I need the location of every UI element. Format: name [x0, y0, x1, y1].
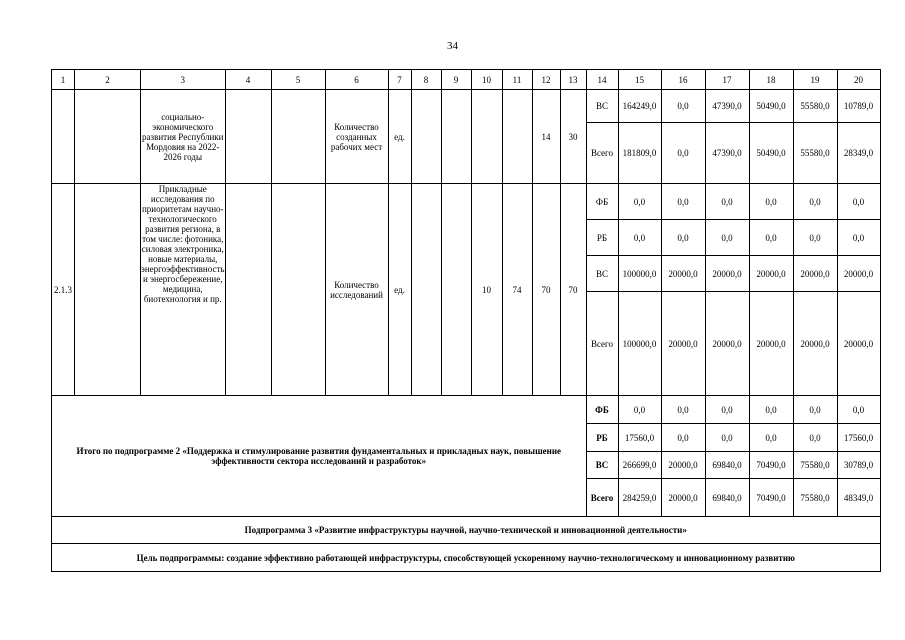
header-cell: 10 — [471, 70, 502, 90]
header-cell: 9 — [441, 70, 471, 90]
amount-cell: 0,0 — [705, 396, 749, 424]
empty-cell — [502, 90, 532, 184]
amount-cell: 69840,0 — [705, 452, 749, 479]
amount-cell: 20000,0 — [837, 256, 880, 292]
amount-cell: 0,0 — [618, 184, 661, 220]
amount-cell: 0,0 — [661, 123, 705, 184]
amount-cell: 47390,0 — [705, 123, 749, 184]
amount-cell: 75580,0 — [793, 479, 837, 517]
amount-cell: 0,0 — [837, 396, 880, 424]
amount-cell: 0,0 — [793, 396, 837, 424]
amount-cell: 20000,0 — [837, 292, 880, 396]
amount-cell: 20000,0 — [793, 292, 837, 396]
amount-cell: 70490,0 — [749, 479, 793, 517]
indicator-value: 70 — [532, 184, 560, 396]
amount-cell: 0,0 — [749, 424, 793, 452]
amount-cell: 17560,0 — [837, 424, 880, 452]
amount-cell: 100000,0 — [618, 292, 661, 396]
amount-cell: 20000,0 — [705, 256, 749, 292]
indicator-value: 14 — [532, 90, 560, 184]
subprogram-3-title: Подпрограмма 3 «Развитие инфраструктуры научной, научно-технической и инновационной деятельности» — [52, 517, 881, 544]
empty-cell — [225, 184, 271, 396]
funding-source: Всего — [586, 479, 618, 517]
amount-cell: 0,0 — [793, 424, 837, 452]
funding-source: ВС — [586, 90, 618, 123]
amount-cell: 0,0 — [661, 424, 705, 452]
amount-cell: 0,0 — [661, 90, 705, 123]
header-cell: 14 — [586, 70, 618, 90]
amount-cell: 0,0 — [705, 424, 749, 452]
indicator-value: 30 — [560, 90, 586, 184]
header-cell: 8 — [411, 70, 441, 90]
header-cell: 11 — [502, 70, 532, 90]
indicator-name: Количество созданных рабочих мест — [325, 90, 388, 184]
funding-source: ФБ — [586, 396, 618, 424]
budget-table — [51, 69, 881, 572]
amount-cell: 0,0 — [749, 220, 793, 256]
funding-source: Всего — [586, 123, 618, 184]
indicator-value: 74 — [502, 184, 532, 396]
empty-cell — [411, 90, 441, 184]
table-row — [52, 90, 881, 123]
empty-cell — [441, 184, 471, 396]
subprogram-title-row — [52, 517, 881, 544]
amount-cell: 20000,0 — [705, 292, 749, 396]
amount-cell: 0,0 — [618, 396, 661, 424]
column-number-row — [52, 70, 881, 90]
header-cell: 19 — [793, 70, 837, 90]
header-cell: 17 — [705, 70, 749, 90]
amount-cell: 47390,0 — [705, 90, 749, 123]
amount-cell: 284259,0 — [618, 479, 661, 517]
header-cell: 16 — [661, 70, 705, 90]
empty-cell — [75, 90, 141, 184]
indicator-value: 70 — [560, 184, 586, 396]
measure-description: социально-экономического развития Республики Мордовия на 2022-2026 годы — [141, 90, 226, 184]
amount-cell: 0,0 — [749, 184, 793, 220]
empty-cell — [271, 90, 325, 184]
amount-cell: 55580,0 — [793, 123, 837, 184]
amount-cell: 20000,0 — [661, 292, 705, 396]
amount-cell: 75580,0 — [793, 452, 837, 479]
funding-source: ВС — [586, 256, 618, 292]
amount-cell: 0,0 — [618, 220, 661, 256]
empty-cell — [411, 184, 441, 396]
amount-cell: 0,0 — [793, 184, 837, 220]
amount-cell: 48349,0 — [837, 479, 880, 517]
amount-cell: 28349,0 — [837, 123, 880, 184]
subprogram-goal: Цель подпрограммы: создание эффективно работающей инфраструктуры, способствующей ускоренному научно-технологическому и инновационному развитию — [52, 544, 881, 572]
header-cell: 3 — [141, 70, 226, 90]
amount-cell: 69840,0 — [705, 479, 749, 517]
unit-cell: ед. — [388, 90, 411, 184]
table-row — [52, 184, 881, 220]
amount-cell: 70490,0 — [749, 452, 793, 479]
header-cell: 7 — [388, 70, 411, 90]
empty-cell — [441, 90, 471, 184]
amount-cell: 0,0 — [837, 184, 880, 220]
amount-cell: 181809,0 — [618, 123, 661, 184]
amount-cell: 55580,0 — [793, 90, 837, 123]
amount-cell: 0,0 — [661, 220, 705, 256]
amount-cell: 0,0 — [661, 184, 705, 220]
funding-source: ФБ — [586, 184, 618, 220]
header-cell: 6 — [325, 70, 388, 90]
empty-cell — [225, 90, 271, 184]
amount-cell: 30789,0 — [837, 452, 880, 479]
code-cell: 2.1.3 — [52, 184, 75, 396]
empty-cell — [471, 90, 502, 184]
header-cell: 2 — [75, 70, 141, 90]
amount-cell: 0,0 — [705, 220, 749, 256]
header-cell: 5 — [271, 70, 325, 90]
empty-cell — [271, 184, 325, 396]
amount-cell: 20000,0 — [749, 292, 793, 396]
subprogram-total-label: Итого по подпрограмме 2 «Поддержка и стимулирование развития фундаментальных и прикладных наук, повышение эффективности сектора исследований и разработок» — [52, 396, 587, 517]
amount-cell: 50490,0 — [749, 90, 793, 123]
amount-cell: 0,0 — [661, 396, 705, 424]
indicator-name: Количество исследований — [325, 184, 388, 396]
funding-source: РБ — [586, 424, 618, 452]
header-cell: 18 — [749, 70, 793, 90]
header-cell: 15 — [618, 70, 661, 90]
header-cell: 1 — [52, 70, 75, 90]
header-cell: 12 — [532, 70, 560, 90]
header-cell: 13 — [560, 70, 586, 90]
amount-cell: 20000,0 — [661, 479, 705, 517]
amount-cell: 10789,0 — [837, 90, 880, 123]
total-row — [52, 396, 881, 424]
page-number: 34 — [447, 40, 458, 52]
goal-row — [52, 544, 881, 572]
funding-source: ВС — [586, 452, 618, 479]
amount-cell: 0,0 — [793, 220, 837, 256]
unit-cell: ед. — [388, 184, 411, 396]
indicator-value: 10 — [471, 184, 502, 396]
amount-cell: 266699,0 — [618, 452, 661, 479]
amount-cell: 20000,0 — [661, 256, 705, 292]
amount-cell: 0,0 — [749, 396, 793, 424]
amount-cell: 17560,0 — [618, 424, 661, 452]
empty-cell — [75, 184, 141, 396]
amount-cell: 20000,0 — [793, 256, 837, 292]
amount-cell: 20000,0 — [661, 452, 705, 479]
amount-cell: 50490,0 — [749, 123, 793, 184]
funding-source: Всего — [586, 292, 618, 396]
amount-cell: 0,0 — [837, 220, 880, 256]
measure-description: Прикладные исследования по приоритетам научно-технологического развития региона, в том числе: фотоника, силовая электроника, новые материалы, энергоэффективность и энергосбережение, медицина, биотехнология и пр. — [141, 184, 226, 396]
code-cell — [52, 90, 75, 184]
amount-cell: 164249,0 — [618, 90, 661, 123]
amount-cell: 20000,0 — [749, 256, 793, 292]
amount-cell: 0,0 — [705, 184, 749, 220]
amount-cell: 100000,0 — [618, 256, 661, 292]
header-cell: 20 — [837, 70, 880, 90]
header-cell: 4 — [225, 70, 271, 90]
funding-source: РБ — [586, 220, 618, 256]
